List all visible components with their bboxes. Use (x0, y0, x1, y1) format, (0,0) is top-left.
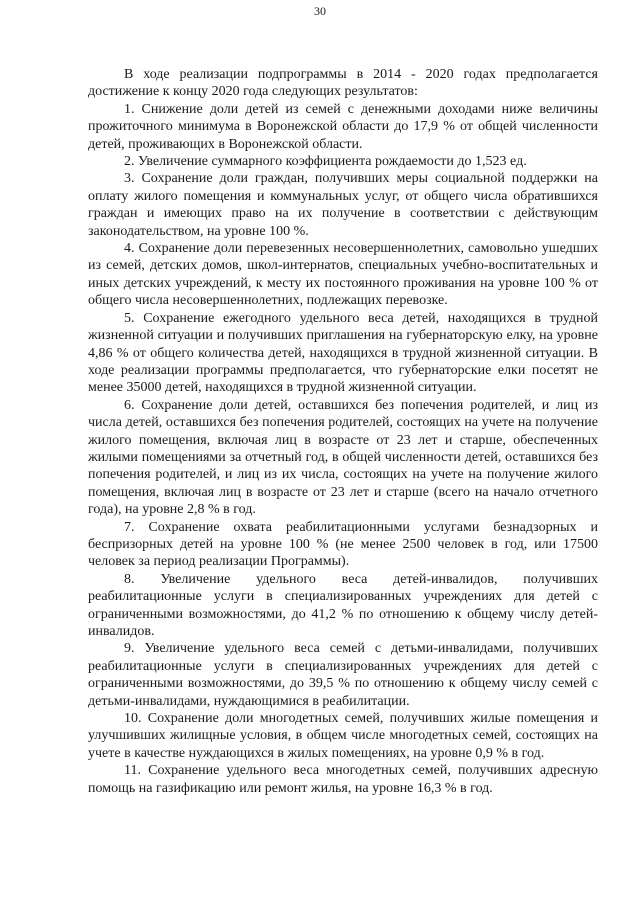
result-item-7: 7. Сохранение охвата реабилитационными услугами безнадзорных и беспризорных детей на уровне 100 % (не менее 2500 человек в год, или 17500 человек за период реализации Программы). (88, 519, 598, 570)
result-item-5: 5. Сохранение ежегодного удельного веса детей, находящихся в трудной жизненной ситуации и получивших приглашения на губернаторскую елку, на уровне 4,86 % от общего количества детей, находящихся в трудной жизненной ситуации. В ходе реализации программы предполагается, что губернаторские елки посетят не менее 35000 детей, находящихся в трудной жизненной ситуации. (88, 310, 598, 396)
document-body (88, 66, 598, 797)
result-item-3: 3. Сохранение доли граждан, получивших меры социальной поддержки на оплату жилого помещения и коммунальных услуг, от общего числа обратившихся граждан и имеющих право на их получение в соответствии с действующим законодательством, на уровне 100 %. (88, 171, 598, 239)
result-item-9: 9. Увеличение удельного веса семей с детьми-инвалидами, получивших реабилитационные услуги в специализированных учреждениях для детей с ограниченными возможностями, до 39,5 % по отношению к общему числу семей с детьми-инвалидами, нуждающимися в реабилитации. (88, 641, 598, 709)
result-item-2: 2. Увеличение суммарного коэффициента рождаемости до 1,523 ед. (124, 154, 527, 170)
page-number: 30 (314, 4, 326, 18)
result-item-1: 1. Снижение доли детей из семей с денежными доходами ниже величины прожиточного минимума в Воронежской области до 17,9 % от общей численности детей, проживающих в Воронежской области. (88, 101, 598, 152)
result-item-11: 11. Сохранение удельного веса многодетных семей, получивших адресную помощь на газификацию или ремонт жилья, на уровне 16,3 % в год. (88, 763, 598, 796)
result-item-10: 10. Сохранение доли многодетных семей, получивших жилые помещения и улучшивших жилищные условия, в общем числе многодетных семей, состоящих на учете в качестве нуждающихся в жилых помещениях, на уровне 0,9 % в год. (88, 711, 598, 761)
intro-paragraph: В ходе реализации подпрограммы в 2014 - 2020 годах предполагается достижение к концу 2020 года следующих результатов: (88, 67, 598, 100)
result-item-8: 8. Увеличение удельного веса детей-инвалидов, получивших реабилитационные услуги в специализированных учреждениях для детей с ограниченными возможностями, до 41,2 % по отношению к общему числу детей-инвалидов. (88, 571, 598, 639)
result-item-4: 4. Сохранение доли перевезенных несовершеннолетних, самовольно ушедших из семей, детских домов, школ-интернатов, специальных учебно-воспитательных и иных детских учреждений, к месту их постоянного проживания на уровне 100 % от общего числа несовершеннолетних, подлежащих перевозке. (88, 241, 598, 309)
result-item-6: 6. Сохранение доли детей, оставшихся без попечения родителей, и лиц из числа детей, оставшихся без попечения родителей, состоящих на учете на получение жилого помещения, включая лиц в возрасте от 23 лет и старше, обеспеченных жилыми помещениями за отчетный год, в общей численности детей, оставшихся без попечения родителей, и лиц из их числа, состоящих на учете на получение жилого помещения, включая лиц в возрасте от 23 лет и старше (всего на начало отчетного года), на уровне 2,8 % в год. (88, 397, 598, 518)
